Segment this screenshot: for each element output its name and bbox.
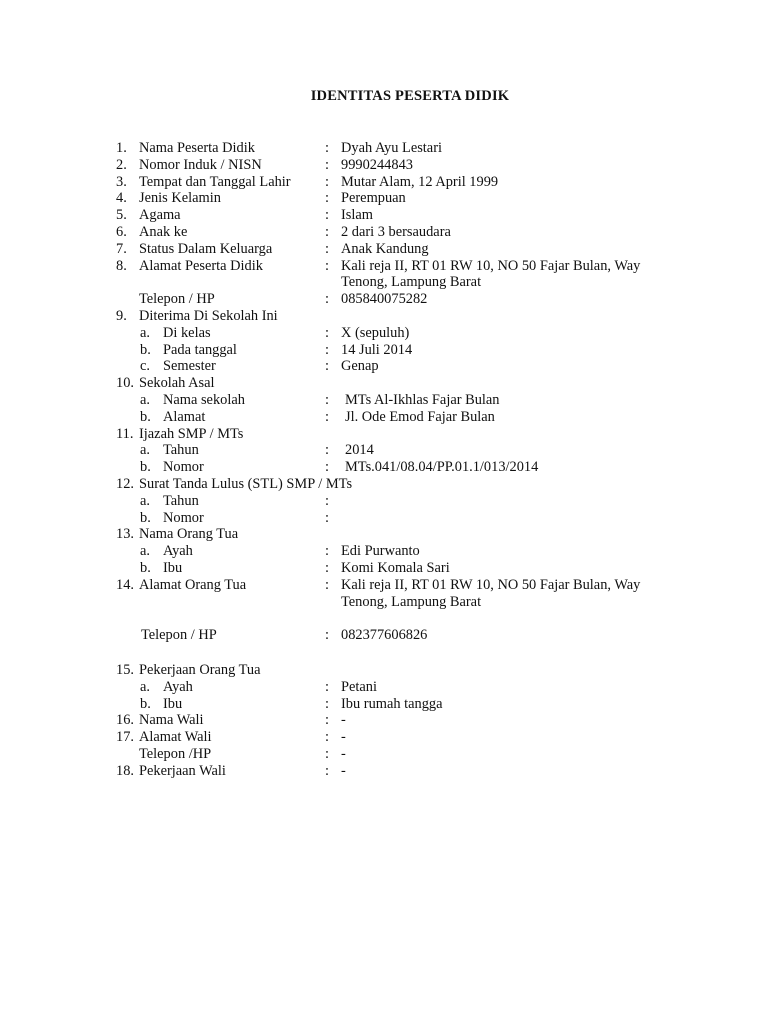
row-sub-letter: b. bbox=[140, 509, 151, 526]
row-jenis-kelamin bbox=[0, 190, 768, 207]
row-value: Kali reja II, RT 01 RW 10, NO 50 Fajar Bulan, Way bbox=[341, 257, 641, 274]
row-label: Agama bbox=[139, 207, 181, 224]
blank-spacer bbox=[0, 610, 768, 627]
row-value: Dyah Ayu Lestari bbox=[341, 140, 442, 156]
row-sub-letter: a. bbox=[140, 442, 150, 459]
row-colon: : bbox=[325, 156, 329, 173]
row-value: Genap bbox=[341, 358, 379, 375]
row-value: - bbox=[341, 712, 346, 729]
row-value: Kali reja II, RT 01 RW 10, NO 50 Fajar Bulan, Way bbox=[341, 576, 641, 593]
row-label: Semester bbox=[163, 358, 216, 375]
row-agama bbox=[0, 207, 768, 224]
row-label: Nomor Induk / NISN bbox=[139, 156, 262, 173]
row-ijazah bbox=[0, 426, 768, 443]
row-status-keluarga bbox=[0, 241, 768, 258]
row-number: 15. bbox=[116, 661, 134, 678]
row-value: Komi Komala Sari bbox=[341, 559, 450, 576]
row-label: Surat Tanda Lulus (STL) SMP / MTs bbox=[139, 475, 353, 492]
row-telepon-peserta bbox=[0, 291, 768, 308]
row-semester bbox=[0, 358, 768, 375]
row-value: 14 Juli 2014 bbox=[341, 341, 413, 358]
row-value: 082377606826 bbox=[341, 627, 428, 644]
row-value: 2014 bbox=[345, 442, 374, 459]
row-value: MTs.041/08.04/PP.01.1/013/2014 bbox=[345, 459, 539, 476]
row-number: 3. bbox=[116, 173, 127, 190]
row-label: Ayah bbox=[163, 678, 193, 695]
row-colon: : bbox=[325, 509, 329, 526]
row-label: Pada tanggal bbox=[163, 341, 237, 358]
row-label: Tahun bbox=[163, 442, 199, 459]
row-colon: : bbox=[325, 543, 329, 560]
row-nama-ibu bbox=[0, 560, 768, 577]
row-number: 4. bbox=[116, 190, 127, 207]
row-nama-wali bbox=[0, 712, 768, 729]
row-telepon-orang-tua bbox=[0, 627, 768, 645]
row-sub-letter: a. bbox=[140, 678, 150, 695]
row-number: 8. bbox=[116, 257, 127, 274]
row-colon: : bbox=[325, 223, 329, 240]
row-sub-letter: b. bbox=[140, 695, 151, 712]
row-value: X (sepuluh) bbox=[341, 324, 410, 341]
row-colon: : bbox=[325, 207, 329, 224]
row-colon: : bbox=[325, 695, 329, 712]
row-colon: : bbox=[325, 712, 329, 729]
row-sekolah-asal bbox=[0, 375, 768, 392]
row-ijazah-nomor bbox=[0, 459, 768, 476]
row-label: Telepon / HP bbox=[139, 291, 215, 308]
row-sub-letter: a. bbox=[140, 543, 150, 560]
row-label: Nomor bbox=[163, 509, 204, 526]
row-value: - bbox=[341, 762, 346, 779]
row-alamat-peserta bbox=[0, 258, 768, 275]
row-nama-ayah bbox=[0, 543, 768, 560]
row-label: Ibu bbox=[163, 559, 183, 576]
row-colon: : bbox=[325, 291, 329, 308]
row-label: Tahun bbox=[163, 492, 199, 509]
row-label: Di kelas bbox=[163, 324, 211, 341]
row-anak-ke bbox=[0, 224, 768, 241]
row-nama-peserta bbox=[0, 140, 768, 157]
row-label: Nama Wali bbox=[139, 712, 204, 729]
row-stl-nomor bbox=[0, 510, 768, 527]
row-colon: : bbox=[325, 240, 329, 257]
row-label: Alamat bbox=[163, 408, 206, 425]
row-colon: : bbox=[325, 576, 329, 593]
row-pada-tanggal bbox=[0, 342, 768, 359]
row-diterima bbox=[0, 308, 768, 325]
row-value-continuation: Tenong, Lampung Barat bbox=[341, 274, 482, 291]
row-number: 12. bbox=[116, 475, 134, 492]
row-number: 14. bbox=[116, 576, 134, 593]
row-nama-orang-tua bbox=[0, 526, 768, 543]
row-label: Nama Peserta Didik bbox=[139, 140, 255, 156]
row-colon: : bbox=[325, 257, 329, 274]
row-pekerjaan-ayah bbox=[0, 679, 768, 696]
row-alamat-wali bbox=[0, 729, 768, 746]
row-label: Pekerjaan Wali bbox=[139, 762, 226, 779]
row-label: Pekerjaan Orang Tua bbox=[139, 661, 261, 678]
row-colon: : bbox=[325, 762, 329, 779]
row-colon: : bbox=[325, 341, 329, 358]
row-number: 2. bbox=[116, 156, 127, 173]
row-label: Sekolah Asal bbox=[139, 375, 215, 392]
row-value: Mutar Alam, 12 April 1999 bbox=[341, 173, 499, 190]
row-number: 16. bbox=[116, 712, 134, 729]
row-number: 17. bbox=[116, 729, 134, 746]
row-label: Diterima Di Sekolah Ini bbox=[139, 307, 278, 324]
row-colon: : bbox=[325, 559, 329, 576]
row-colon: : bbox=[325, 358, 329, 375]
row-pekerjaan-orang-tua bbox=[0, 662, 768, 679]
row-label: Ibu bbox=[163, 695, 183, 712]
row-number: 18. bbox=[116, 762, 134, 779]
row-value-continuation: Tenong, Lampung Barat bbox=[341, 593, 482, 610]
row-stl-tahun bbox=[0, 493, 768, 510]
row-label: Tempat dan Tanggal Lahir bbox=[139, 173, 291, 190]
row-label: Jenis Kelamin bbox=[139, 190, 221, 207]
row-stl bbox=[0, 476, 768, 493]
row-label: Nomor bbox=[163, 459, 204, 476]
row-number: 11. bbox=[116, 425, 134, 442]
row-value: Islam bbox=[341, 207, 373, 224]
row-colon: : bbox=[325, 173, 329, 190]
row-colon: : bbox=[325, 391, 329, 408]
row-value: 2 dari 3 bersaudara bbox=[341, 223, 451, 240]
row-label: Telepon /HP bbox=[139, 745, 212, 762]
row-tempat-tanggal-lahir bbox=[0, 174, 768, 191]
row-label: Alamat Peserta Didik bbox=[139, 257, 263, 274]
row-label: Ijazah SMP / MTs bbox=[139, 425, 244, 442]
row-label: Ayah bbox=[163, 543, 193, 560]
row-colon: : bbox=[325, 408, 329, 425]
row-number: 7. bbox=[116, 240, 127, 257]
row-colon: : bbox=[325, 678, 329, 695]
row-alamat-orang-tua-cont bbox=[0, 594, 768, 611]
blank-spacer bbox=[0, 645, 768, 662]
row-value: Edi Purwanto bbox=[341, 543, 420, 560]
row-telepon-wali bbox=[0, 746, 768, 763]
row-number: 13. bbox=[116, 526, 134, 543]
row-sub-letter: b. bbox=[140, 559, 151, 576]
row-value: - bbox=[341, 745, 346, 762]
row-colon: : bbox=[325, 190, 329, 207]
row-value: MTs Al-Ikhlas Fajar Bulan bbox=[345, 391, 500, 408]
row-number: 1. bbox=[116, 140, 127, 156]
row-label: Alamat Orang Tua bbox=[139, 576, 247, 593]
row-value: 085840075282 bbox=[341, 291, 428, 308]
row-colon: : bbox=[325, 442, 329, 459]
row-colon: : bbox=[325, 492, 329, 509]
row-sub-letter: a. bbox=[140, 492, 150, 509]
row-nama-sekolah bbox=[0, 392, 768, 409]
identity-list bbox=[0, 140, 768, 779]
row-label: Nama Orang Tua bbox=[139, 526, 239, 543]
row-value: Perempuan bbox=[341, 190, 406, 207]
row-di-kelas bbox=[0, 325, 768, 342]
row-sub-letter: a. bbox=[140, 391, 150, 408]
row-label: Telepon / HP bbox=[141, 627, 217, 644]
row-alamat-sekolah bbox=[0, 409, 768, 426]
row-colon: : bbox=[325, 627, 329, 644]
row-label: Alamat Wali bbox=[139, 729, 212, 746]
row-value: Petani bbox=[341, 678, 377, 695]
row-sub-letter: b. bbox=[140, 341, 151, 358]
row-colon: : bbox=[325, 729, 329, 746]
row-colon: : bbox=[325, 745, 329, 762]
row-label: Status Dalam Keluarga bbox=[139, 240, 273, 257]
row-label: Nama sekolah bbox=[163, 391, 245, 408]
row-number: 9. bbox=[116, 307, 127, 324]
row-pekerjaan-wali bbox=[0, 763, 768, 780]
row-number: 5. bbox=[116, 207, 127, 224]
row-value: Anak Kandung bbox=[341, 240, 429, 257]
row-alamat-peserta-cont bbox=[0, 274, 768, 291]
row-sub-letter: a. bbox=[140, 324, 150, 341]
row-alamat-orang-tua bbox=[0, 577, 768, 594]
row-number: 6. bbox=[116, 223, 127, 240]
row-nomor-induk bbox=[0, 157, 768, 174]
row-label: Anak ke bbox=[139, 223, 188, 240]
row-ijazah-tahun bbox=[0, 442, 768, 459]
row-number: 10. bbox=[116, 375, 134, 392]
row-colon: : bbox=[325, 459, 329, 476]
page-title: IDENTITAS PESERTA DIDIK bbox=[310, 88, 510, 104]
row-value: Ibu rumah tangga bbox=[341, 695, 443, 712]
row-value: - bbox=[341, 729, 346, 746]
row-pekerjaan-ibu bbox=[0, 696, 768, 713]
row-value: Jl. Ode Emod Fajar Bulan bbox=[345, 408, 495, 425]
row-sub-letter: b. bbox=[140, 459, 151, 476]
row-sub-letter: b. bbox=[140, 408, 151, 425]
row-value: 9990244843 bbox=[341, 156, 413, 173]
row-sub-letter: c. bbox=[140, 358, 150, 375]
row-colon: : bbox=[325, 324, 329, 341]
row-colon: : bbox=[325, 140, 329, 156]
